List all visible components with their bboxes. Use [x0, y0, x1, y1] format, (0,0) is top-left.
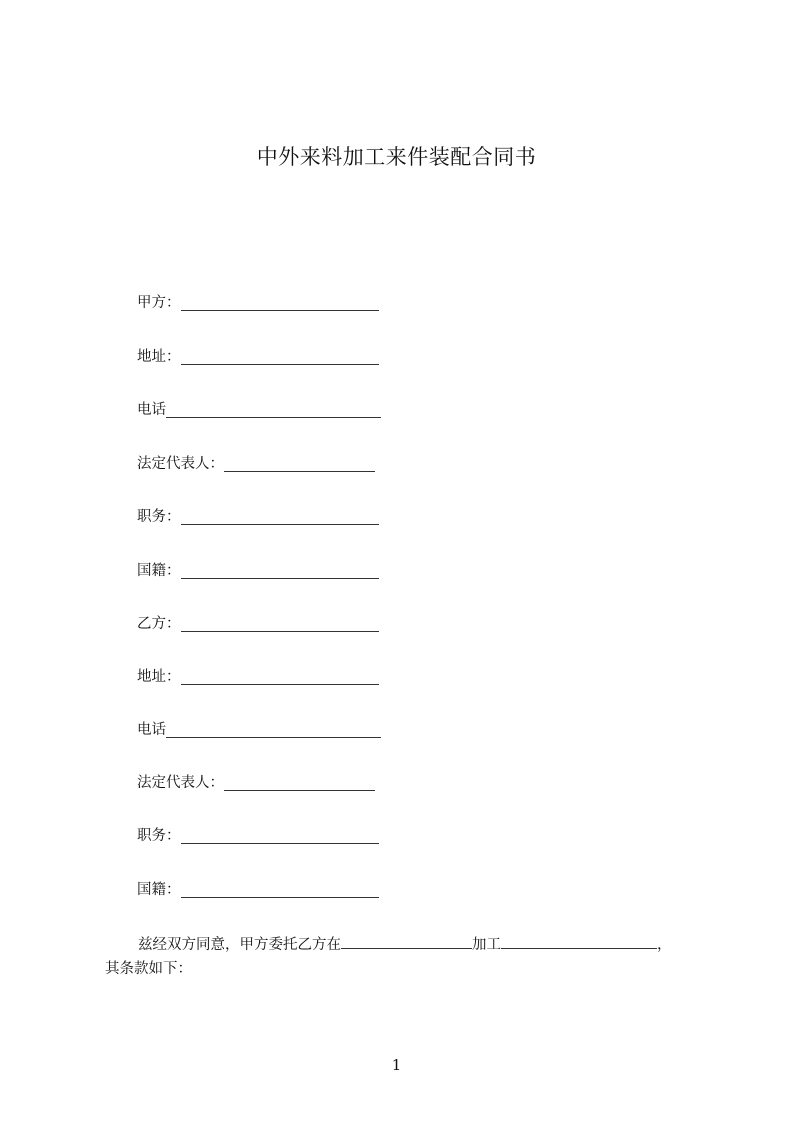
party-a-representative-label: 法定代表人： — [137, 456, 224, 472]
party-b-nationality-field — [137, 877, 379, 899]
party-a-position-blank[interactable] — [181, 509, 379, 525]
party-b-nationality-blank[interactable] — [181, 882, 379, 898]
party-b-nationality-label: 国籍： — [137, 882, 181, 898]
party-b-address-blank[interactable] — [181, 669, 379, 685]
party-a-representative-field — [137, 451, 375, 473]
party-a-phone-field — [137, 397, 381, 419]
party-a-address-label: 地址： — [137, 349, 181, 365]
agreement-paragraph-line2: 其条款如下： — [105, 961, 192, 977]
party-b-representative-label: 法定代表人： — [137, 775, 224, 791]
party-b-phone-blank[interactable] — [166, 722, 381, 738]
party-a-name-blank[interactable] — [181, 295, 379, 311]
party-a-address-field — [137, 344, 379, 366]
agreement-paragraph-line1 — [138, 933, 672, 954]
party-b-address-label: 地址： — [137, 669, 181, 685]
party-b-name-label: 乙方： — [137, 616, 181, 632]
party-b-name-blank[interactable] — [181, 616, 379, 632]
party-a-position-label: 职务： — [137, 509, 181, 525]
party-a-nationality-label: 国籍： — [137, 563, 181, 579]
party-a-nationality-field — [137, 558, 379, 580]
party-b-address-field — [137, 664, 379, 686]
agreement-text-part2: 加工 — [472, 937, 501, 953]
party-a-address-blank[interactable] — [181, 349, 379, 365]
agreement-text-part1: 兹经双方同意，甲方委托乙方在 — [138, 937, 341, 953]
party-a-phone-label: 电话 — [137, 402, 166, 418]
party-b-phone-field — [137, 717, 381, 739]
party-a-phone-blank[interactable] — [166, 402, 381, 418]
party-b-phone-label: 电话 — [137, 722, 166, 738]
party-b-position-label: 职务： — [137, 828, 181, 844]
party-b-position-blank[interactable] — [181, 828, 379, 844]
party-b-name-field — [137, 611, 379, 633]
party-a-representative-blank[interactable] — [224, 456, 375, 472]
party-a-name-label: 甲方： — [137, 295, 181, 311]
party-a-position-field — [137, 504, 379, 526]
page-number: 1 — [391, 1056, 402, 1074]
party-b-representative-blank[interactable] — [224, 775, 375, 791]
agreement-text-part3: ， — [657, 937, 672, 953]
party-b-representative-field — [137, 770, 375, 792]
agreement-location-blank[interactable] — [341, 933, 472, 949]
document-title: 中外来料加工来件装配合同书 — [256, 145, 537, 169]
party-a-name-field — [137, 290, 379, 312]
party-a-nationality-blank[interactable] — [181, 563, 379, 579]
agreement-item-blank[interactable] — [501, 933, 657, 949]
party-b-position-field — [137, 823, 379, 845]
